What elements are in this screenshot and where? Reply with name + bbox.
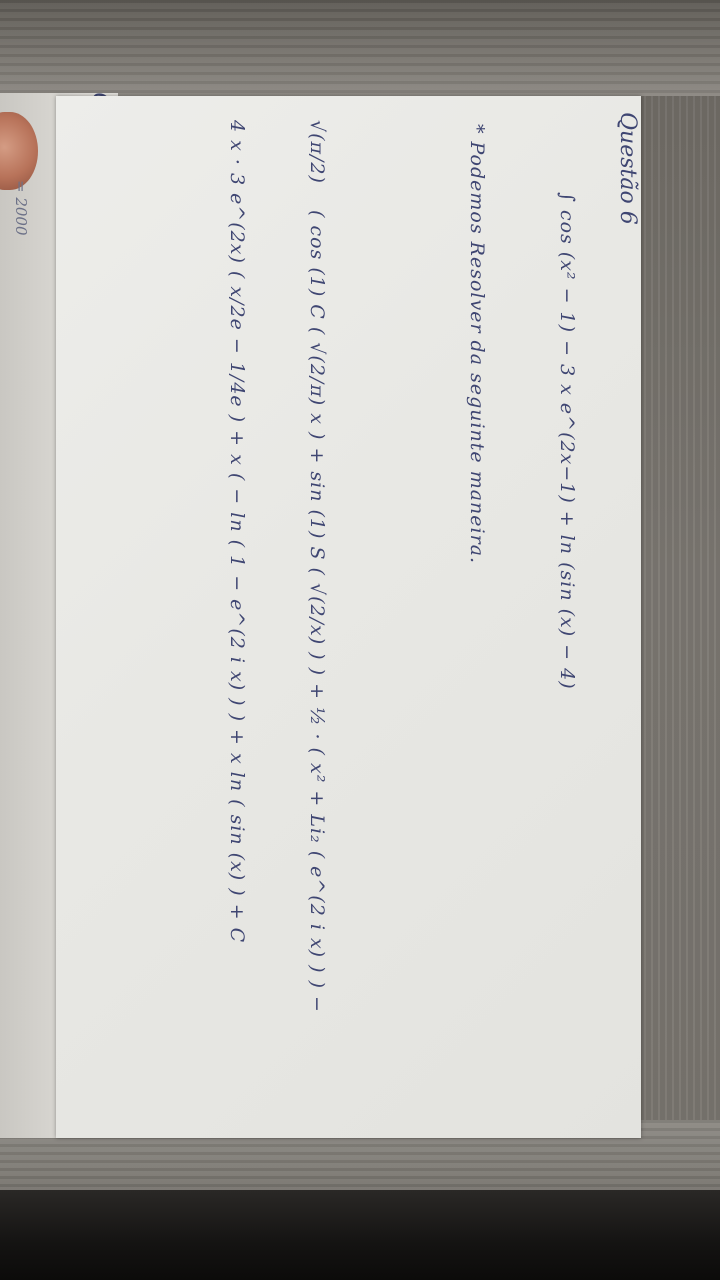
solution-line-2: 4 x · 3 e^(2x) ( x/2e − 1/4e ) + x ( − ln ( 1 − e^(2 i x) ) ) + x ln ( sin (x) ) + C: [226, 120, 248, 944]
table-surface-top: [0, 0, 720, 96]
solution-line-1: ( cos (1) C ( √(2/π) x ) + sin (1) S ( √(2/x) ) ) + ½ · ( x² + Li₂ ( e^(2 i x) ) ) −: [306, 210, 328, 1013]
solution-sqrt-factor: √(π/2): [306, 120, 328, 184]
notebook-page: [56, 96, 641, 1138]
underlying-value: = 2000: [12, 180, 30, 236]
dark-edge: [0, 1190, 720, 1280]
solution-remark: * Podemos Resolver da seguinte maneira.: [466, 124, 488, 565]
question-6-heading: Questão 6: [615, 112, 640, 225]
integral-expression: ∫ cos (x² − 1) − 3 x e^(2x−1) + ln (sin (x) − 4): [556, 192, 578, 690]
